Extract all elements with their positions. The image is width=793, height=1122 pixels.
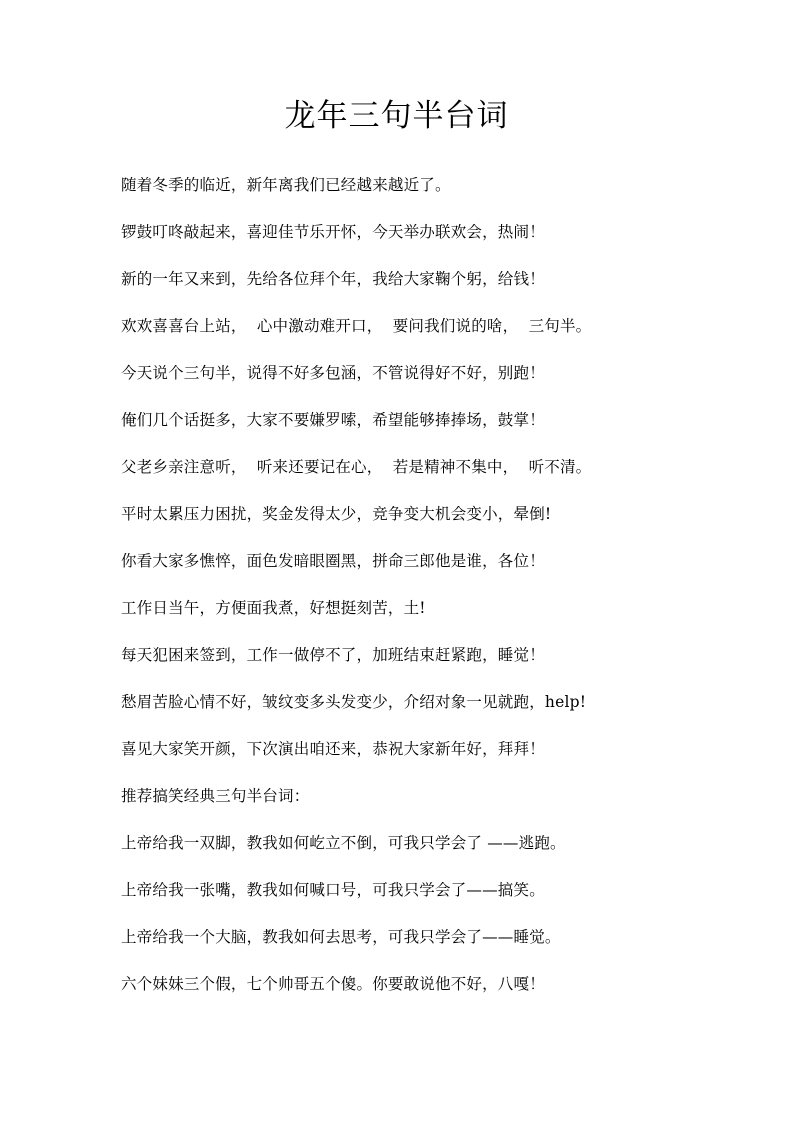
script-line: 锣鼓叮咚敲起来，喜迎佳节乐开怀，今天举办联欢会，热闹！ bbox=[121, 223, 545, 241]
script-line: 随着冬季的临近，新年离我们已经越来越近了。 bbox=[121, 176, 451, 194]
script-line: 新的一年又来到，先给各位拜个年，我给大家鞠个躬，给钱！ bbox=[121, 270, 545, 288]
script-line: 平时太累压力困扰，奖金发得太少，竞争变大机会变小，晕倒! bbox=[121, 505, 552, 523]
section-heading: 推荐搞笑经典三句半台词： bbox=[121, 787, 310, 805]
script-line: 愁眉苦脸心情不好，皱纹变多头发变少，介绍对象一见就跑，help! bbox=[121, 693, 587, 711]
script-line: 上帝给我一双脚，教我如何屹立不倒，可我只学会了 ——逃跑。 bbox=[121, 834, 566, 852]
script-line: 工作日当午，方便面我煮，好想挺刻苦，土! bbox=[121, 599, 426, 617]
script-line: 俺们几个话挺多，大家不要嫌罗嗦，希望能够捧捧场，鼓掌！ bbox=[121, 411, 545, 429]
script-line: 今天说个三句半，说得不好多包涵，不管说得好不好，别跑！ bbox=[121, 364, 545, 382]
script-line: 父老乡亲注意听， 听来还要记在心， 若是精神不集中， 听不清。 bbox=[121, 458, 592, 476]
script-line: 上帝给我一张嘴，教我如何喊口号，可我只学会了——搞笑。 bbox=[121, 881, 545, 899]
script-line: 喜见大家笑开颜，下次演出咱还来，恭祝大家新年好，拜拜！ bbox=[121, 740, 545, 758]
script-line: 六个妹妹三个假，七个帅哥五个傻。你要敢说他不好，八嘎！ bbox=[121, 975, 545, 993]
document-title: 龙年三句半台词 bbox=[284, 98, 509, 134]
script-lines bbox=[121, 166, 721, 1012]
script-line: 你看大家多憔悴，面色发暗眼圈黑，拼命三郎他是谁，各位！ bbox=[121, 552, 545, 570]
script-line: 上帝给我一个大脑，教我如何去思考，可我只学会了——睡觉。 bbox=[121, 928, 561, 946]
script-line: 每天犯困来签到，工作一做停不了，加班结束赶紧跑，睡觉！ bbox=[121, 646, 545, 664]
script-line: 欢欢喜喜台上站， 心中激动难开口， 要问我们说的啥， 三句半。 bbox=[121, 317, 592, 335]
